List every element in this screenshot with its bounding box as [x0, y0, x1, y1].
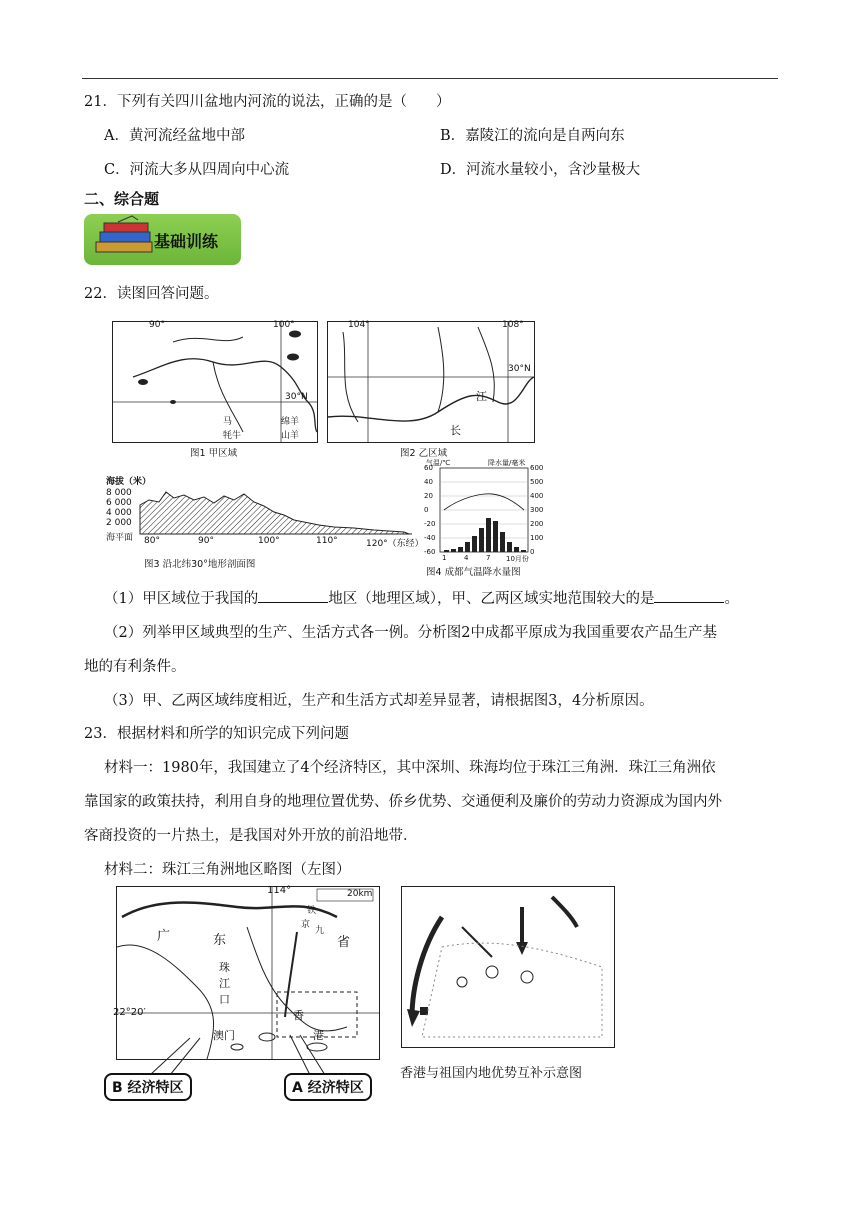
prd-xiang: 香 [293, 1009, 304, 1022]
fig4-month-1: 1 [442, 554, 447, 562]
fig4-month-7: 7 [486, 554, 491, 562]
fig3-ylabel: 海拔（米） [106, 477, 152, 487]
q23-stem: 23．根据材料和所学的知识完成下列问题 [84, 726, 349, 742]
fig4-caption: 图4 成都气温降水量图 [426, 567, 521, 578]
prd-dong: 东 [213, 933, 227, 948]
fig4-right-tick: 200 [530, 520, 544, 528]
fig3-xtick-90: 90° [198, 536, 214, 546]
fig4-right-tick: 100 [530, 534, 544, 542]
prd-aomen: 澳门 [213, 1029, 235, 1042]
fig2-lon-104: 104° [348, 320, 370, 330]
sez-b-label: B 经济特区 [104, 1073, 192, 1101]
fig4-left-tick: -20 [424, 520, 436, 528]
fig1-caption: 图1 甲区域 [190, 448, 238, 459]
q22-blank-2 [654, 588, 724, 603]
fig3-xtick-80: 80° [144, 536, 160, 546]
sez-a-label: A 经济特区 [284, 1073, 372, 1101]
fig3-xtick-110: 110° [316, 536, 338, 546]
fig1-map [112, 321, 318, 443]
badge-label: 基础训练 [154, 232, 219, 251]
prd-lat: 22°20′ [113, 1007, 146, 1018]
prd-gang: 港 [313, 1029, 324, 1042]
q21-option-a: A．黄河流经盆地中部 [104, 128, 245, 144]
fig4-left-tick: 0 [424, 506, 429, 514]
header-rule [82, 78, 778, 79]
fig4-right-tick: 300 [530, 506, 544, 514]
q22-part1-c: 。 [724, 591, 739, 607]
fig4-right-label: 降水量/毫米 [488, 459, 526, 467]
fig1-lon-90: 90° [149, 320, 165, 330]
fig4-climate [420, 458, 548, 578]
fig4-right-tick: 0 [530, 548, 535, 556]
fig4-month-4: 4 [464, 554, 469, 562]
fig1-legend-horse: 马 [223, 417, 233, 427]
fig1-lat: 30°N [285, 392, 308, 402]
q23-material2: 材料二：珠江三角洲地区略图（左图） [104, 862, 351, 878]
section-heading: 二、综合题 [84, 190, 160, 208]
fig1-legend-yak: 牦牛 [223, 431, 242, 441]
fig2-river-chang: 长 [450, 424, 461, 437]
fig4-right-tick: 500 [530, 478, 544, 486]
fig1-legend-goat: 山羊 [281, 431, 300, 441]
basic-training-badge [84, 214, 241, 265]
q23-material1-line2: 靠国家的政策扶持，利用自身的地理位置优势、侨乡优势、交通便利及廉价的劳动力资源成为国内外 [84, 794, 722, 810]
q21-option-b: B．嘉陵江的流向是自两向东 [440, 128, 625, 144]
fig3-ytick-sea: 海平面 [106, 533, 134, 543]
fig4-left-label: 气温/℃ [426, 459, 451, 467]
fig4-right-tick: 400 [530, 492, 544, 500]
q23-material1-line3: 客商投资的一片热土，是我国对外开放的前沿地带． [84, 828, 418, 844]
q22-part2-line1: （2）列举甲区域典型的生产、生活方式各一例。分析图2中成都平原成为我国重要农产品生产基 [104, 625, 717, 641]
fig1-legend-sheep: 绵羊 [281, 417, 300, 427]
q22-part3: （3）甲、乙两区域纬度相近，生产和生活方式却差异显著，请根据图3，4分析原因。 [104, 693, 654, 709]
hk-mainland-diagram [401, 886, 615, 1048]
fig3-ytick-8000: 8 000 [106, 488, 132, 498]
q21-option-d: D．河流水量较小，含沙量极大 [440, 162, 641, 178]
q22-part1-a: （1）甲区域位于我国的 [104, 591, 259, 607]
fig4-left-tick: 40 [424, 478, 433, 486]
fig3-ytick-4000: 4 000 [106, 508, 132, 518]
prd-tie: 铁 [307, 906, 317, 916]
fig3-xtick-100: 100° [258, 536, 280, 546]
q21-stem: 21．下列有关四川盆地内河流的说法，正确的是（ ） [84, 94, 451, 110]
fig4-chart [420, 458, 548, 568]
q22-blank-1 [258, 588, 328, 603]
fig2-map [327, 321, 535, 443]
fig2-river-jiang: 江 [476, 390, 487, 403]
prd-scale: 20km [347, 889, 373, 899]
fig4-left-tick: 20 [424, 492, 433, 500]
prd-lon: 114° [267, 885, 292, 896]
prd-sheng: 省 [337, 935, 351, 950]
q22-stem: 22．读图回答问题。 [84, 286, 219, 302]
fig3-caption: 图3 沿北纬30°地形剖面图 [144, 559, 256, 570]
q23-material1-line1: 材料一：1980年，我国建立了4个经济特区，其中深圳、珠海均位于珠江三角洲．珠江三角洲依 [104, 760, 716, 776]
fig2-lon-108: 108° [502, 320, 524, 330]
fig3-ytick-2000: 2 000 [106, 518, 132, 528]
q22-part1-b: 地区（地理区域），甲、乙两区域实地范围较大的是 [328, 591, 655, 607]
q21-option-c: C．河流大多从四周向中心流 [104, 162, 290, 178]
fig2-caption: 图2 乙区域 [400, 448, 448, 459]
q22-part2-line2: 地的有利条件。 [84, 659, 186, 675]
prd-zhu: 珠 [219, 961, 230, 974]
prd-jiang: 江 [219, 977, 230, 990]
fig2-lat: 30°N [508, 364, 531, 374]
fig4-left-tick: 60 [424, 464, 433, 472]
fig3-ytick-6000: 6 000 [106, 498, 132, 508]
prd-guang: 广 [157, 929, 171, 944]
prd-jing: 京 [301, 920, 311, 930]
fig2-map-drawing [328, 322, 534, 442]
books-icon [88, 214, 158, 265]
fig4-left-tick: -60 [424, 548, 436, 556]
fig3-profile [104, 470, 424, 580]
prd-kou: 口 [219, 993, 230, 1006]
hk-mainland-caption: 香港与祖国内地优势互补示意图 [400, 1066, 583, 1081]
fig4-right-tick: 600 [530, 464, 544, 472]
hk-mainland-drawing [402, 887, 614, 1047]
fig4-month-10: 10月份 [506, 555, 529, 563]
fig4-left-tick: -40 [424, 534, 436, 542]
prd-jiu: 九 [315, 926, 325, 936]
fig1-lon-100: 100° [273, 320, 295, 330]
q22-part1 [104, 587, 739, 608]
fig3-xtick-120: 120°（东经） [366, 539, 424, 549]
